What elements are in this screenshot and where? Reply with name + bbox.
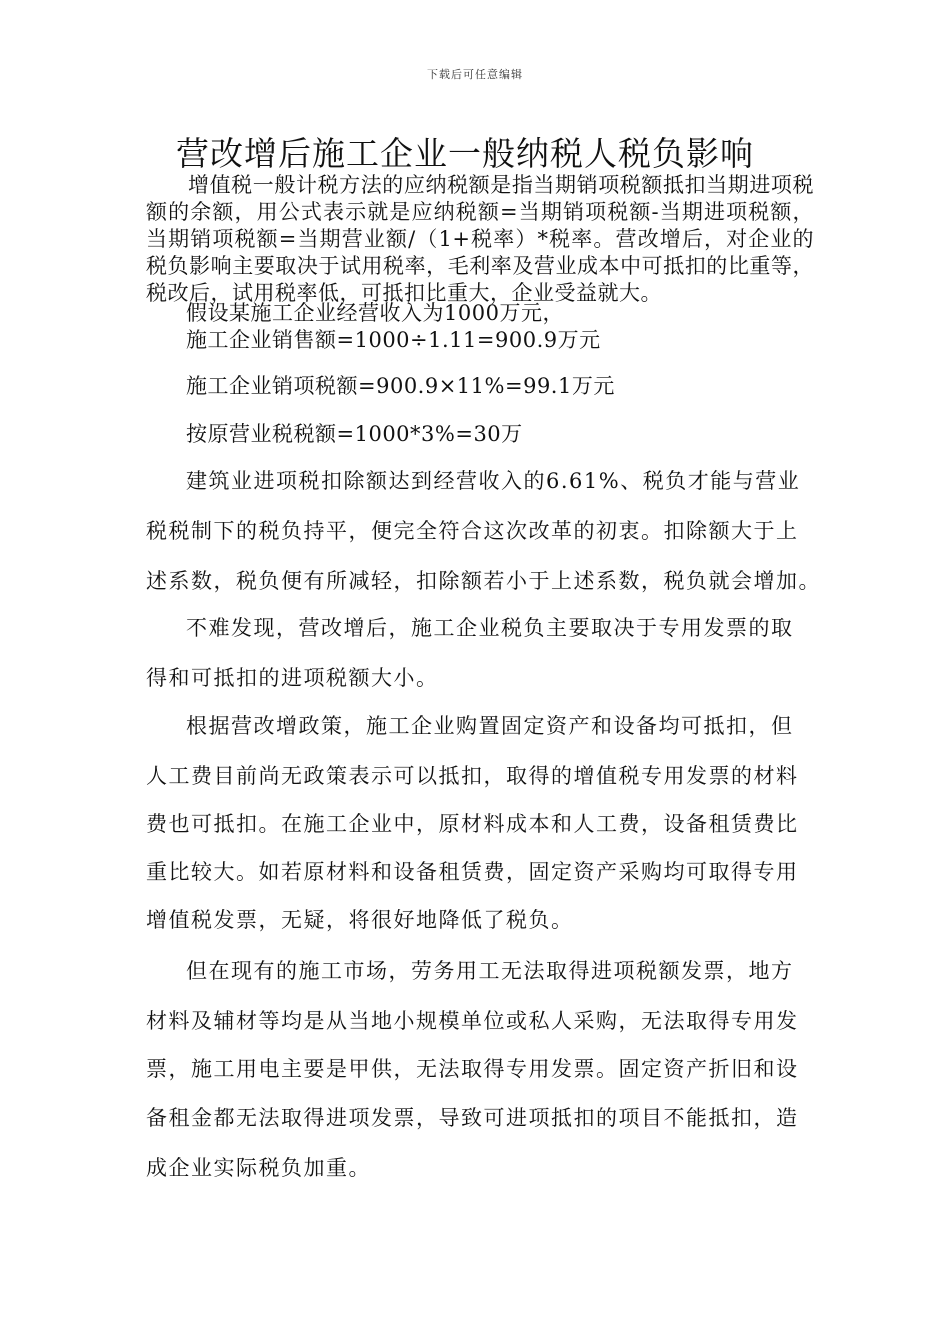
paragraph-line: 建筑业进项税扣除额达到经营收入的6.61%、税负才能与营业	[186, 469, 801, 493]
business-tax-formula-line: 按原营业税税额=1000*3%=30万	[186, 422, 523, 446]
document-title: 营改增后施工企业一般纳税人税负影响	[176, 134, 754, 173]
assumption-line: 假设某施工企业经营收入为1000万元，	[186, 301, 564, 325]
paragraph-line: 人工费目前尚无政策表示可以抵扣，取得的增值税专用发票的材料	[146, 764, 799, 788]
paragraph-line: 票，施工用电主要是甲供，无法取得专用发票。固定资产折旧和设	[146, 1057, 799, 1081]
paragraph-line: 成企业实际税负加重。	[146, 1156, 371, 1180]
paragraph-line: 述系数，税负便有所减轻，扣除额若小于上述系数，税负就会增加。	[146, 569, 821, 593]
paragraph-line: 备租金都无法取得进项发票，导致可进项抵扣的项目不能抵扣，造	[146, 1106, 799, 1130]
paragraph-line: 材料及辅材等均是从当地小规模单位或私人采购，无法取得专用发	[146, 1009, 799, 1033]
header-note: 下载后可任意编辑	[427, 68, 523, 81]
paragraph-line: 但在现有的施工市场，劳务用工无法取得进项税额发票，地方	[186, 959, 794, 983]
paragraph-line: 根据营改增政策，施工企业购置固定资产和设备均可抵扣，但	[186, 714, 794, 738]
paragraph-line: 重比较大。如若原材料和设备租赁费，固定资产采购均可取得专用	[146, 860, 799, 884]
paragraph-line: 得和可抵扣的进项税额大小。	[146, 666, 439, 690]
paragraph-line: 增值税发票，无疑，将很好地降低了税负。	[146, 908, 574, 932]
intro-paragraph: 增值税一般计税方法的应纳税额是指当期销项税额抵扣当期进项税额的余额，用公式表示就是应纳税额=当期销项税额-当期进项税额，当期销项税额=当期营业额/（1+税率）*税率。营改增后，对企业的税负影响主要取决于试用税率，毛利率及营业成本中可抵扣的比重等，税改后，试用税率低，可抵扣比重大，企业受益就大。	[146, 173, 814, 305]
paragraph-line: 费也可抵扣。在施工企业中，原材料成本和人工费，设备租赁费比	[146, 812, 799, 836]
paragraph-line: 税税制下的税负持平，便完全符合这次改革的初衷。扣除额大于上	[146, 519, 799, 543]
output-tax-formula-line: 施工企业销项税额=900.9×11%=99.1万元	[186, 374, 615, 398]
paragraph-line: 不难发现，营改增后，施工企业税负主要取决于专用发票的取	[186, 616, 794, 640]
sales-formula-line: 施工企业销售额=1000÷1.11=900.9万元	[186, 328, 601, 352]
